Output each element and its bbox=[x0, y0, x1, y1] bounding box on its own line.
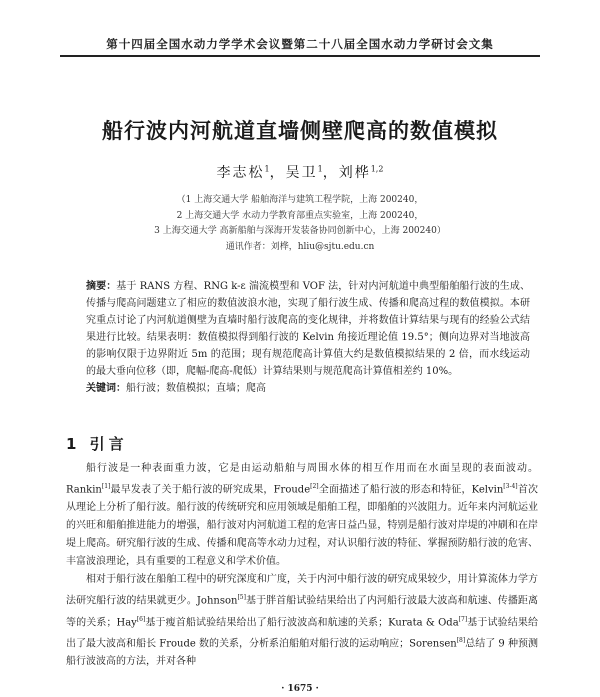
body-paragraph bbox=[66, 460, 538, 571]
body-text bbox=[66, 460, 538, 671]
author-separator: ， bbox=[269, 165, 286, 181]
author-affiliation-mark: 1 bbox=[317, 164, 323, 174]
paragraph-text: 全面描述了船行波的形态和特征，Kelvin bbox=[318, 484, 504, 496]
paragraph-text: 船行波是一种表面重力波，它是由运动船舶与周围水体的相互作用而在水面呈现的表面波动。Rankin bbox=[66, 463, 538, 496]
abstract bbox=[86, 278, 530, 397]
keywords-label: 关键词： bbox=[86, 383, 126, 394]
abstract-text: 基于 RANS 方程、RNG k-ε 湍流模型和 VOF 法，针对内河航道中典型船舶船行波的生成、传播与爬高问题建立了相应的数值波浪水池，实现了船行波生成、传播和爬高过程的数值模拟。本研究重点讨论了内河航道侧壁为直墙时船行波爬高的变化规律，并将数值计算结果与现有的经验公式结果进行比较。结果表明：数值模拟得到船行波的 Kelvin 角接近理论值 19.5°；侧向边界对当地波高的影响仅限于边界附近 5m 的范围；现有规范爬高计算值大约是数值模拟结果的 2 倍，而水线运动的最大垂向位移（即，爬幅-爬高-爬低）计算结果则与规范爬高计算值相差约 10%。 bbox=[86, 281, 530, 377]
paper-title: 船行波内河航道直墙侧壁爬高的数值模拟 bbox=[102, 119, 498, 143]
author-separator: ， bbox=[322, 165, 339, 181]
author-name: 刘桦 bbox=[338, 165, 371, 181]
running-head: 第十四届全国水动力学学术会议暨第二十八届全国水动力学研讨会文集 bbox=[106, 37, 494, 51]
affiliation-3: 3 上海交通大学 高新船舶与深海开发装备协同创新中心，上海 200240） bbox=[154, 226, 446, 236]
paragraph-text: 基于瘦首船试验结果给出了船行波波高和航速的关系；Kurata & Oda bbox=[145, 616, 459, 628]
paragraph-text: 总结了 9 种预测船行波波高的方法，并对各种 bbox=[66, 638, 538, 668]
paragraph-text: 相对于船行波在船舶工程中的研究深度和广度，关于内河中船行波的研究成果较少，用计算流体力学方法研究船行波的结果就更少。Johnson bbox=[66, 574, 538, 607]
section-title: 引言 bbox=[89, 435, 128, 453]
paragraph-text: 基于胖首船试验结果给出了内河船行波最大波高和航速、传播距离等的关系；Hay bbox=[66, 595, 538, 628]
citation-ref: [3-4] bbox=[503, 483, 518, 490]
corresponding-author: 通讯作者：刘桦，hliu@sjtu.edu.cn bbox=[225, 241, 375, 252]
author-name: 李志松 bbox=[216, 165, 265, 181]
section-heading bbox=[66, 433, 128, 454]
affiliation-2: 2 上海交通大学 水动力学教育部重点实验室，上海 200240， bbox=[176, 210, 424, 221]
keywords-text: 船行波；数值模拟；直墙；爬高 bbox=[126, 383, 266, 394]
author-list bbox=[0, 162, 600, 182]
citation-ref: [2] bbox=[310, 483, 319, 490]
affiliation-1: （1 上海交通大学 船舶海洋与建筑工程学院，上海 200240， bbox=[176, 195, 424, 205]
affiliations bbox=[60, 193, 540, 255]
header-rule bbox=[60, 55, 540, 57]
citation-ref: [1] bbox=[101, 483, 111, 490]
citation-ref: [7] bbox=[458, 615, 468, 623]
citation-ref: [6] bbox=[136, 615, 146, 623]
page-number: · 1675 · bbox=[281, 684, 319, 694]
abstract-label: 摘要： bbox=[86, 281, 117, 292]
section-number: 1 bbox=[66, 435, 81, 453]
citation-ref: [8] bbox=[456, 636, 466, 644]
author-affiliation-mark: 1,2 bbox=[370, 164, 384, 174]
paragraph-text: 基于试验结果给出了最大波高和船长 Froude 数的关系，分析系泊船舶对船行波的运动响应；Sorensen bbox=[66, 616, 538, 650]
citation-ref: [5] bbox=[237, 594, 246, 602]
paragraph-text: 最早发表了关于船行波的研究成果，Froude bbox=[110, 484, 311, 496]
body-paragraph bbox=[66, 571, 538, 671]
author-name: 吴卫 bbox=[285, 165, 318, 181]
author-affiliation-mark: 1 bbox=[264, 164, 270, 174]
paragraph-text: 首次从理论上分析了船行波。船行波的传统研究和应用领域是船舶工程，即船舶的兴波阻力。近年来内河航运业的兴旺和船舶推进能力的增强，船行波对内河航道工程的危害日益凸显，特别是船行波对岸堤的冲刷和在岸堤上爬高。研究船行波的生成、传播和爬高等水动力过程，对认识船行波的特征、掌握预防船行波的危害、丰富波浪理论，具有重要的工程意义和学术价值。 bbox=[66, 484, 539, 568]
